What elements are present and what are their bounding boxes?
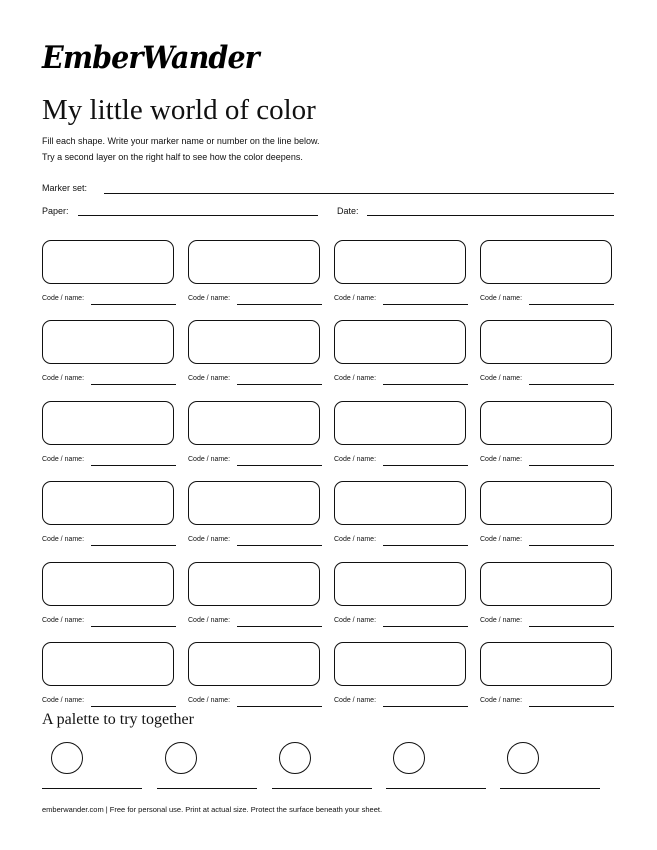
swatch-code-label: Code / name: bbox=[42, 295, 85, 302]
palette-line bbox=[272, 788, 372, 789]
swatch-code-label: Code / name: bbox=[188, 456, 231, 463]
swatch-code-label: Code / name: bbox=[42, 536, 85, 543]
swatch-code-label: Code / name: bbox=[334, 617, 377, 624]
swatch-code-label: Code / name: bbox=[188, 375, 231, 382]
swatch-code-line bbox=[529, 465, 614, 466]
swatch-box bbox=[480, 562, 612, 606]
swatch-code-label: Code / name: bbox=[42, 697, 85, 704]
swatch-code-line bbox=[91, 706, 176, 707]
palette-circle bbox=[51, 742, 83, 774]
swatch-code-line bbox=[529, 626, 614, 627]
swatch-code-line bbox=[91, 304, 176, 305]
swatch-code-line bbox=[529, 384, 614, 385]
swatch-code-label: Code / name: bbox=[334, 456, 377, 463]
marker-set-line bbox=[104, 193, 614, 194]
swatch-code-label: Code / name: bbox=[188, 536, 231, 543]
palette-circle bbox=[507, 742, 539, 774]
palette-line bbox=[500, 788, 600, 789]
swatch-box bbox=[188, 562, 320, 606]
swatch-code-line bbox=[237, 626, 322, 627]
swatch-box bbox=[42, 562, 174, 606]
palette-line bbox=[42, 788, 142, 789]
swatch-code-label: Code / name: bbox=[334, 295, 377, 302]
swatch-code-label: Code / name: bbox=[42, 617, 85, 624]
swatch-box bbox=[334, 562, 466, 606]
swatch-code-label: Code / name: bbox=[42, 456, 85, 463]
instruction-line-2: Try a second layer on the right half to see how the color deepens. bbox=[42, 152, 303, 162]
swatch-box bbox=[188, 240, 320, 284]
swatch-box bbox=[188, 481, 320, 525]
swatch-code-line bbox=[383, 304, 468, 305]
swatch-box bbox=[42, 240, 174, 284]
swatch-code-line bbox=[91, 626, 176, 627]
palette-line bbox=[157, 788, 257, 789]
swatch-code-label: Code / name: bbox=[42, 375, 85, 382]
swatch-code-line bbox=[529, 545, 614, 546]
paper-label: Paper: bbox=[42, 206, 69, 216]
footer: emberwander.com | Free for personal use. Print at actual size. Protect the surface beneath your sheet. bbox=[42, 805, 383, 814]
swatch-code-line bbox=[529, 706, 614, 707]
swatch-box bbox=[334, 401, 466, 445]
swatch-code-label: Code / name: bbox=[188, 295, 231, 302]
swatch-code-label: Code / name: bbox=[480, 295, 523, 302]
swatch-box bbox=[42, 481, 174, 525]
swatch-code-label: Code / name: bbox=[480, 697, 523, 704]
palette-line bbox=[386, 788, 486, 789]
swatch-code-line bbox=[237, 545, 322, 546]
swatch-box bbox=[480, 240, 612, 284]
date-line bbox=[367, 215, 614, 216]
swatch-code-line bbox=[383, 384, 468, 385]
swatch-code-label: Code / name: bbox=[188, 617, 231, 624]
palette-circle bbox=[279, 742, 311, 774]
swatch-box bbox=[334, 481, 466, 525]
swatch-code-label: Code / name: bbox=[480, 536, 523, 543]
swatch-code-line bbox=[383, 626, 468, 627]
swatch-box bbox=[334, 320, 466, 364]
swatch-code-line bbox=[383, 545, 468, 546]
date-label: Date: bbox=[337, 206, 359, 216]
swatch-box bbox=[42, 642, 174, 686]
paper-line bbox=[78, 215, 318, 216]
brand-logo: EmberWander bbox=[42, 40, 259, 76]
swatch-code-line bbox=[237, 706, 322, 707]
instruction-line-1: Fill each shape. Write your marker name or number on the line below. bbox=[42, 136, 320, 146]
swatch-code-label: Code / name: bbox=[334, 375, 377, 382]
swatch-box bbox=[42, 401, 174, 445]
swatch-code-line bbox=[383, 465, 468, 466]
swatch-box bbox=[480, 642, 612, 686]
swatch-box bbox=[188, 401, 320, 445]
swatch-box bbox=[334, 240, 466, 284]
swatch-code-label: Code / name: bbox=[334, 697, 377, 704]
swatch-box bbox=[480, 481, 612, 525]
swatch-code-label: Code / name: bbox=[480, 456, 523, 463]
swatch-code-line bbox=[529, 304, 614, 305]
palette-circle bbox=[165, 742, 197, 774]
swatch-code-line bbox=[91, 465, 176, 466]
marker-set-label: Marker set: bbox=[42, 183, 88, 193]
swatch-box bbox=[188, 320, 320, 364]
swatch-code-line bbox=[91, 545, 176, 546]
swatch-code-label: Code / name: bbox=[334, 536, 377, 543]
swatch-code-label: Code / name: bbox=[480, 617, 523, 624]
swatch-code-line bbox=[237, 465, 322, 466]
swatch-box bbox=[334, 642, 466, 686]
swatch-box bbox=[42, 320, 174, 364]
palette-circle bbox=[393, 742, 425, 774]
page-title: My little world of color bbox=[42, 94, 316, 126]
swatch-code-line bbox=[383, 706, 468, 707]
swatch-code-line bbox=[237, 384, 322, 385]
swatch-code-label: Code / name: bbox=[188, 697, 231, 704]
swatch-code-label: Code / name: bbox=[480, 375, 523, 382]
swatch-code-line bbox=[237, 304, 322, 305]
swatch-box bbox=[480, 401, 612, 445]
palette-title: A palette to try together bbox=[42, 711, 194, 728]
swatch-box bbox=[480, 320, 612, 364]
swatch-code-line bbox=[91, 384, 176, 385]
swatch-box bbox=[188, 642, 320, 686]
